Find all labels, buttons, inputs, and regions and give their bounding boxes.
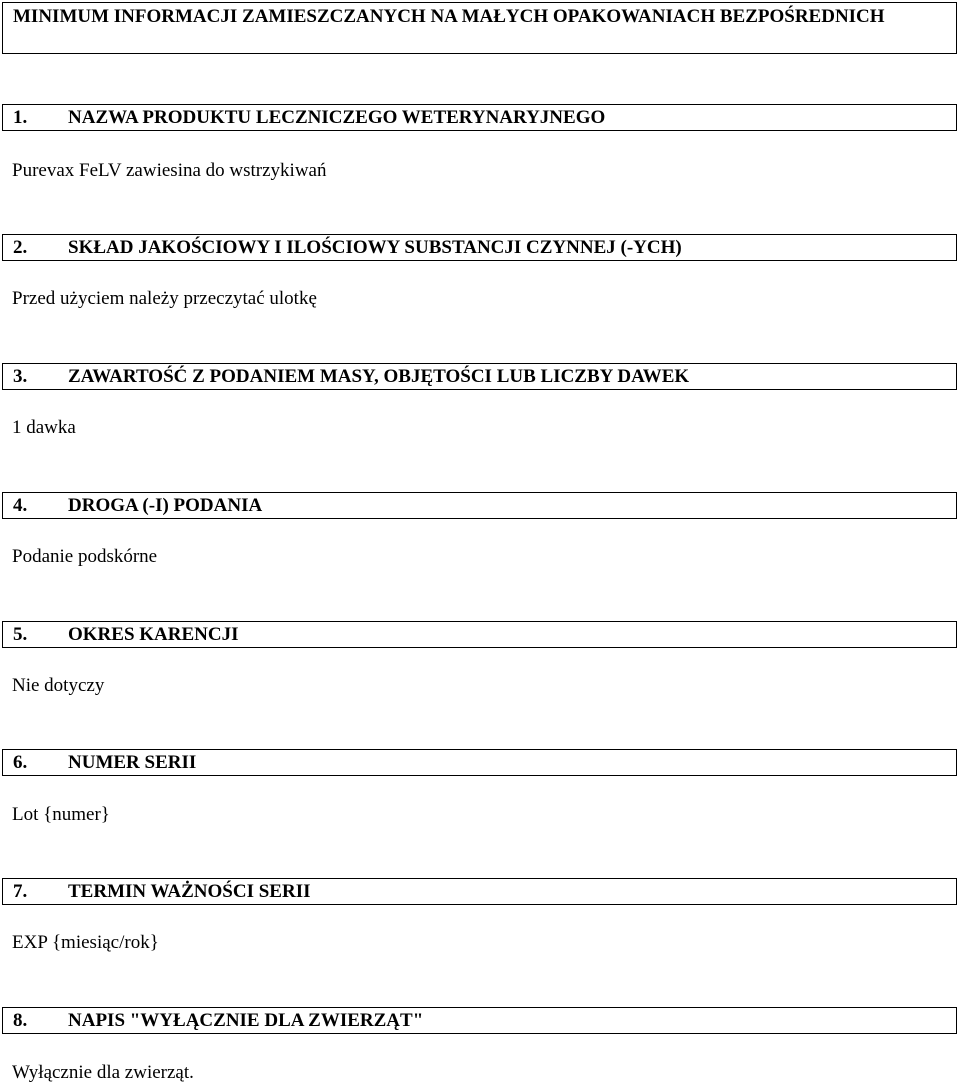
section-6-heading: [2, 749, 957, 776]
section-1-number: 1.: [13, 107, 28, 128]
section-5-number: 5.: [13, 624, 28, 645]
section-2-heading: [2, 234, 957, 261]
section-4-heading: [2, 492, 957, 519]
section-6-content: Lot {numer}: [12, 804, 110, 825]
section-7-content: EXP {miesiąc/rok}: [12, 932, 159, 953]
section-8-number: 8.: [13, 1010, 28, 1031]
section-3-number: 3.: [13, 366, 28, 387]
section-5-title: OKRES KARENCJI: [68, 624, 239, 645]
section-2-number: 2.: [13, 237, 28, 258]
section-7-title: TERMIN WAŻNOŚCI SERII: [68, 881, 311, 902]
section-4-content: Podanie podskórne: [12, 546, 158, 567]
section-1-content: Purevax FeLV zawiesina do wstrzykiwań: [12, 160, 327, 181]
document-title: MINIMUM INFORMACJI ZAMIESZCZANYCH NA MAŁYCH OPAKOWANIACH BEZPOŚREDNICH: [13, 6, 885, 27]
section-2-title: SKŁAD JAKOŚCIOWY I ILOŚCIOWY SUBSTANCJI CZYNNEJ (-YCH): [68, 237, 682, 258]
section-3-title: ZAWARTOŚĆ Z PODANIEM MASY, OBJĘTOŚCI LUB LICZBY DAWEK: [68, 366, 690, 387]
section-6-number: 6.: [13, 752, 28, 773]
section-7-number: 7.: [13, 881, 28, 902]
section-3-content: 1 dawka: [12, 417, 76, 438]
section-4-number: 4.: [13, 495, 28, 516]
section-8-content: Wyłącznie dla zwierząt.: [12, 1062, 194, 1083]
document-title-box: [2, 2, 957, 54]
section-2-content: Przed użyciem należy przeczytać ulotkę: [12, 288, 317, 309]
section-6-title: NUMER SERII: [68, 752, 197, 773]
section-1-heading: [2, 104, 957, 131]
section-1-title: NAZWA PRODUKTU LECZNICZEGO WETERYNARYJNEGO: [68, 107, 606, 128]
section-8-title: NAPIS "WYŁĄCZNIE DLA ZWIERZĄT": [68, 1010, 424, 1031]
section-5-content: Nie dotyczy: [12, 675, 105, 696]
section-5-heading: [2, 621, 957, 648]
section-4-title: DROGA (-I) PODANIA: [68, 495, 263, 516]
section-3-heading: [2, 363, 957, 390]
section-7-heading: [2, 878, 957, 905]
section-8-heading: [2, 1007, 957, 1034]
